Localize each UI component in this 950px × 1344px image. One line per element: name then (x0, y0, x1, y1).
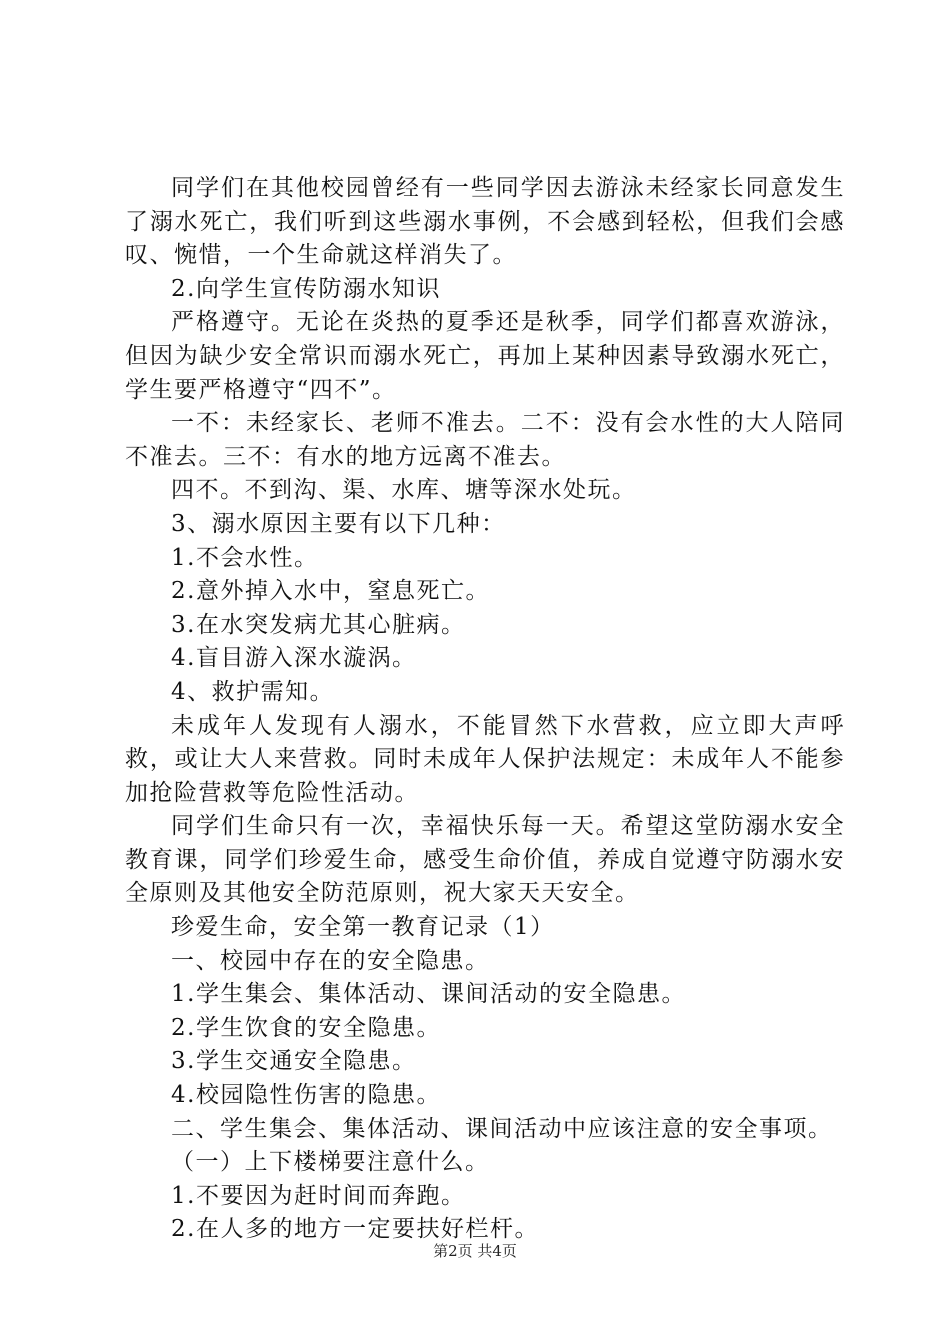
paragraph: 1.不要因为赶时间而奔跑。 (171, 1182, 466, 1209)
page-number-footer: 第2页 共4页 (433, 1242, 517, 1260)
paragraph: 四不。不到沟、渠、水库、塘等深水处玩。 (171, 477, 637, 504)
section-title: 珍爱生命，安全第一教育记录（1） (171, 914, 555, 941)
paragraph: 同学们在其他校园曾经有一些同学因去游泳未经家长同意发生了溺水死亡，我们听到这些溺水事例，不会感到轻松，但我们会感叹、惋惜，一个生命就这样消失了。 (125, 175, 845, 269)
paragraph: 4.盲目游入深水漩涡。 (171, 645, 417, 672)
paragraph: 2.向学生宣传防溺水知识 (171, 275, 441, 302)
paragraph: 3、溺水原因主要有以下几种： (171, 510, 506, 537)
paragraph: 未成年人发现有人溺水，不能冒然下水营救，应立即大声呼救，或让大人来营救。同时未成年人保护法规定：未成年人不能参加抢险营救等危险性活动。 (125, 712, 845, 806)
paragraph: 4.校园隐性伤害的隐患。 (171, 1082, 441, 1109)
paragraph: （一）上下楼梯要注意什么。 (171, 1149, 490, 1176)
paragraph: 一不：未经家长、老师不准去。二不：没有会水性的大人陪同不准去。三不：有水的地方远离不准去。 (125, 410, 845, 470)
paragraph: 严格遵守。无论在炎热的夏季还是秋季，同学们都喜欢游泳，但因为缺少安全常识而溺水死亡，再加上某种因素导致溺水死亡，学生要严格遵守“四不”。 (125, 309, 845, 403)
paragraph: 同学们生命只有一次，幸福快乐每一天。希望这堂防溺水安全教育课，同学们珍爱生命，感受生命价值，养成自觉遵守防溺水安全原则及其他安全防范原则，祝大家天天安全。 (125, 813, 845, 907)
document-body (125, 172, 845, 1247)
paragraph: 2.在人多的地方一定要扶好栏杆。 (171, 1216, 539, 1243)
paragraph: 1.学生集会、集体活动、课间活动的安全隐患。 (171, 981, 686, 1008)
paragraph: 一、校园中存在的安全隐患。 (171, 947, 490, 974)
paragraph: 2.意外掉入水中，窒息死亡。 (171, 578, 490, 605)
paragraph: 4、救护需知。 (171, 678, 335, 705)
paragraph: 二、学生集会、集体活动、课间活动中应该注意的安全事项。 (171, 1115, 833, 1142)
paragraph: 1.不会水性。 (171, 544, 319, 571)
paragraph: 2.学生饮食的安全隐患。 (171, 1014, 441, 1041)
paragraph: 3.在水突发病尤其心脏病。 (171, 611, 466, 638)
paragraph: 3.学生交通安全隐患。 (171, 1048, 417, 1075)
